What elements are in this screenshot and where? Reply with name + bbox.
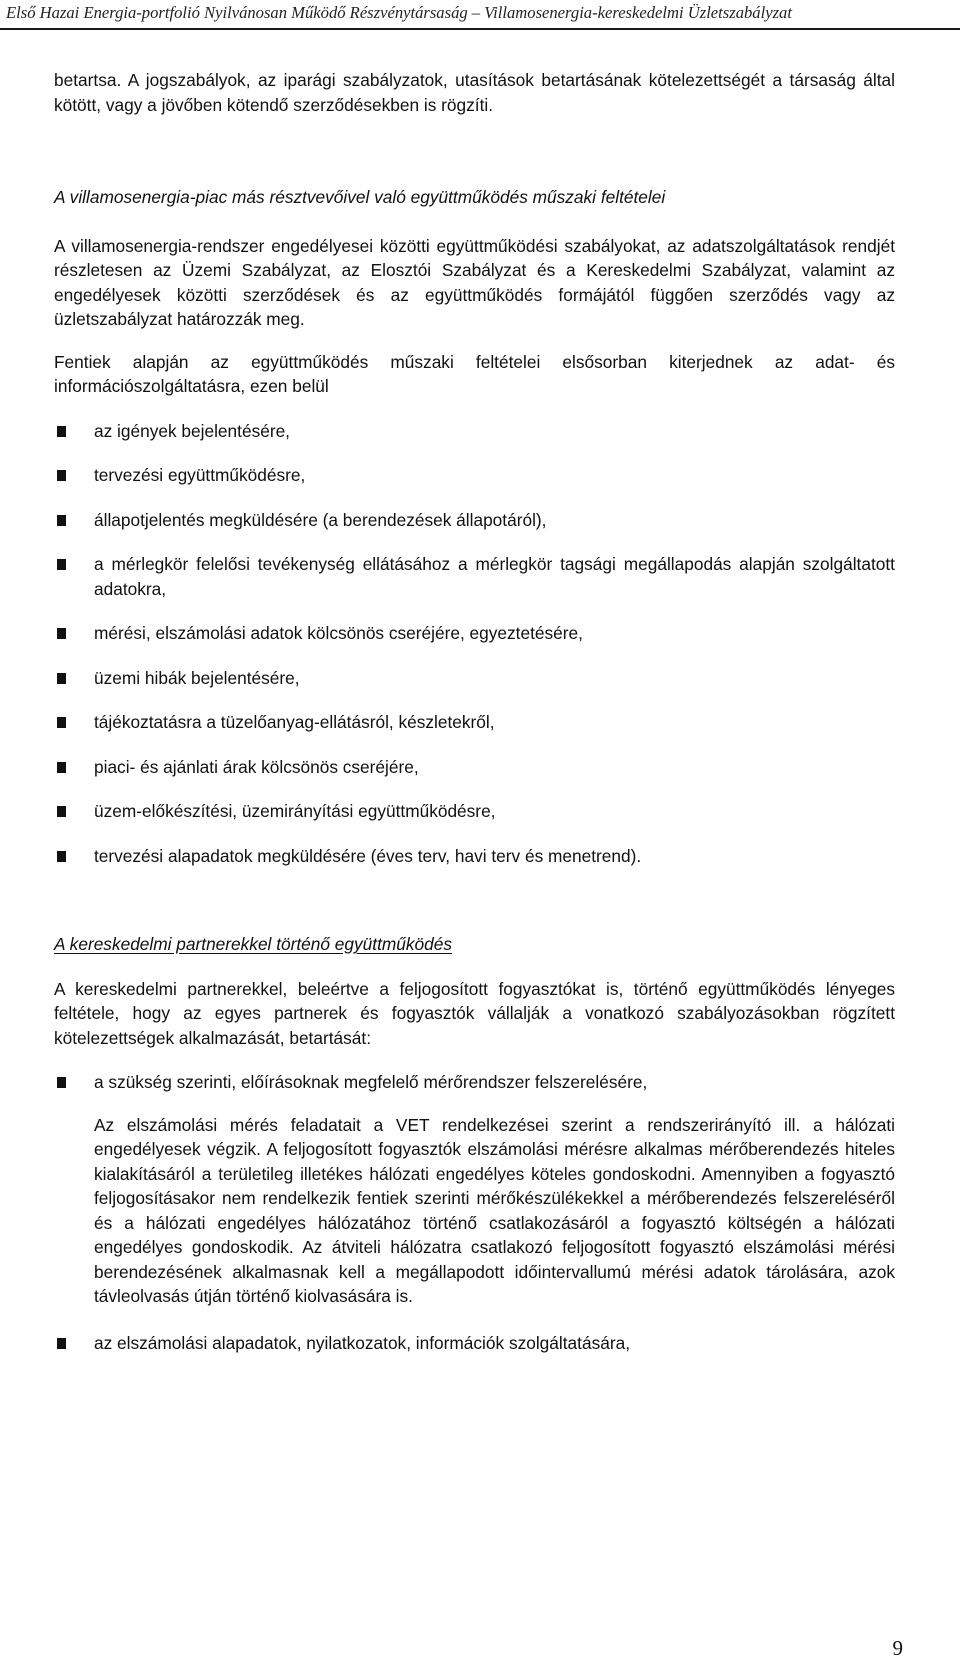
cooperation-bullet-list [54, 419, 895, 869]
list-item-text: az igények bejelentésére, [94, 420, 290, 441]
bullet-square-icon [57, 851, 66, 862]
list-item-text: tervezési együttműködésre, [94, 465, 306, 485]
running-header-text: Első Hazai Energia-portfolió Nyilvánosan Működő Részvénytársaság – Villamosenergia-kereskedelmi Üzletszabályzat [6, 3, 792, 22]
list-item [54, 621, 895, 646]
intro-paragraph: betartsa. A jogszabályok, az iparági szabályzatok, utasítások betartásának kötelezettségét a társaság által kötött, vagy a jövőben kötendő szerződésekben is rögzíti. [54, 70, 895, 115]
bullet-square-icon [57, 628, 66, 639]
list-item-text: állapotjelentés megküldésére (a berendezések állapotáról), [94, 509, 547, 530]
bullet-square-icon [57, 559, 66, 570]
list-item [54, 508, 895, 533]
list-item [54, 799, 895, 824]
list-item [54, 552, 895, 601]
list-item-text: üzemi hibák bejelentésére, [94, 667, 300, 688]
bullet-square-icon [57, 426, 66, 437]
list-item [54, 1070, 895, 1095]
bullet-square-icon [57, 673, 66, 684]
bullet-square-icon [57, 1338, 66, 1349]
list-item [54, 755, 895, 780]
paragraph-commercial-partners: A kereskedelmi partnerekkel, beleértve a feljogosított fogyasztókat is, történő együttműködés lényeges feltétele, hogy az egyes partnerek és fogyasztók vállalják a vonatkozó szabályozásokban rögzített kötelezettségek alkalmazását, betartását: [54, 978, 895, 1048]
bullet-square-icon [57, 1077, 66, 1088]
list-item [54, 666, 895, 691]
list-item-text: üzem-előkészítési, üzemirányítási együttműködésre, [94, 801, 496, 821]
section-heading-technical-cooperation: A villamosenergia-piac más résztvevőivel való együttműködés műszaki feltételei [54, 187, 666, 207]
obligations-bullet-list [54, 1070, 895, 1095]
list-item-text: tájékoztatásra a tüzelőanyag-ellátásról, készletekről, [94, 712, 495, 732]
obligations-bullet-list-continued [54, 1331, 895, 1356]
list-item [54, 710, 895, 735]
list-item-text: piaci- és ajánlati árak kölcsönös cseréjére, [94, 756, 419, 777]
list-item [54, 463, 895, 488]
list-item [54, 1331, 895, 1356]
header-divider [0, 28, 960, 30]
paragraph-cooperation-rules: A villamosenergia-rendszer engedélyesei közötti együttműködési szabályokat, az adatszolgáltatások rendjét részletesen az Üzemi Szabályzat, az Elosztói Szabályzat és a Kereskedelmi Szabályzat, valamint az engedélyesek közötti szerződések és az együttműködés formájától függően szerződés vagy az üzletszabályzat határozzák meg. [54, 235, 895, 329]
list-item-text: mérési, elszámolási adatok kölcsönös cseréjére, egyeztetésére, [94, 623, 583, 643]
list-item [54, 844, 895, 869]
section-heading-commercial-partners: A kereskedelmi partnerekkel történő együttműködés [54, 934, 452, 954]
paragraph-data-services: Fentiek alapján az együttműködés műszaki feltételei elsősorban kiterjednek az adat- és információszolgáltatásra, ezen belül [54, 351, 895, 396]
list-item-text: tervezési alapadatok megküldésére (éves terv, havi terv és menetrend). [94, 845, 642, 866]
list-item-text: a szükség szerinti, előírásoknak megfelelő mérőrendszer felszerelésére, [94, 1072, 648, 1092]
page-number: 9 [892, 1636, 903, 1660]
list-item [54, 419, 895, 444]
list-item-text: a mérlegkör felelősi tevékenység ellátásához a mérlegkör tagsági megállapodás alapján szolgáltatott adatokra, [94, 554, 895, 599]
page-body [54, 68, 895, 1355]
list-item-text: az elszámolási alapadatok, nyilatkozatok, információk szolgáltatására, [94, 1332, 630, 1353]
bullet-square-icon [57, 762, 66, 773]
bullet-square-icon [57, 717, 66, 728]
paragraph-metering-details: Az elszámolási mérés feladatait a VET rendelkezései szerint a rendszerirányító ill. a hálózati engedélyesek végzik. A feljogosított fogyasztók elszámolási mérésre alkalmas mérőberendezés hiteles kialakításáról a területileg illetékes hálózati engedélyes köteles gondoskodni. Amennyiben a fogyasztó feljogosításakor nem rendelkezik fentiek szerinti mérőkészülékekkel a mérőberendezés felszereléséről és a hálózati engedélyes hálózatához történő csatlakozásáról a fogyasztó költségén a hálózati engedélyes gondoskodik. Az átviteli hálózatra csatlakozó feljogosított fogyasztó elszámolási mérési berendezésének alkalmasnak kell a megállapodott időintervallumú mérési adatok tárolására, azok távleolvasás útján történő kiolvasására is. [94, 1114, 895, 1306]
running-header [0, 0, 960, 30]
bullet-square-icon [57, 515, 66, 526]
bullet-square-icon [57, 806, 66, 817]
bullet-square-icon [57, 470, 66, 481]
